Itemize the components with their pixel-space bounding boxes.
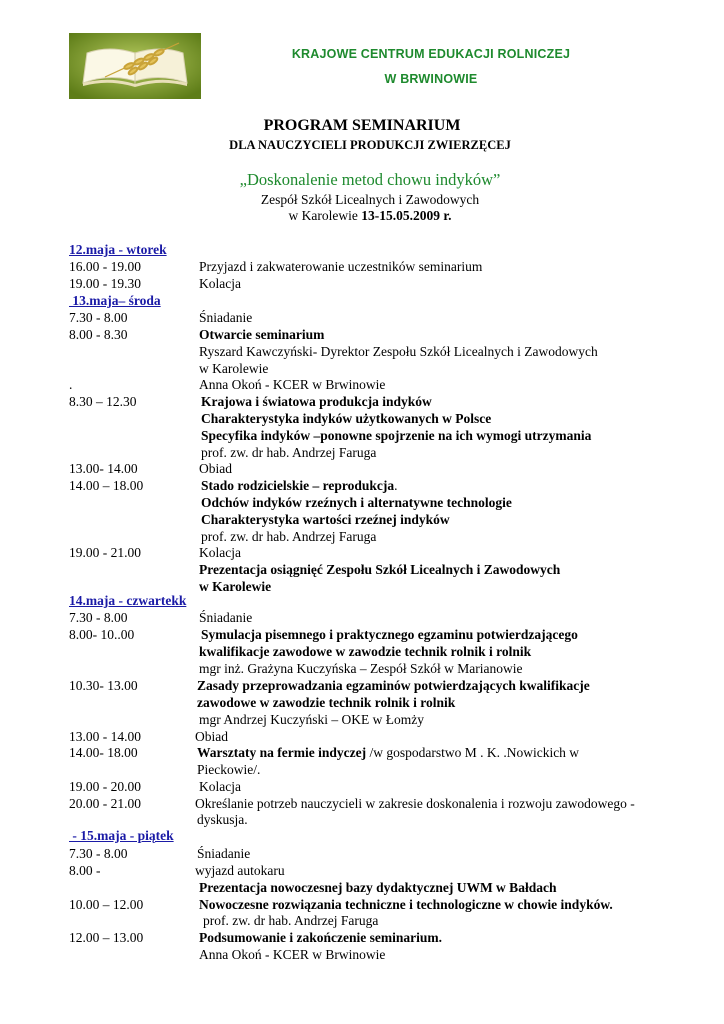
schedule-description [199, 879, 556, 896]
schedule-time: 8.00- 10..00 [69, 627, 135, 642]
schedule-row [69, 275, 709, 292]
schedule-description [201, 393, 432, 410]
dates: 13-15.05.2009 r. [361, 208, 452, 223]
schedule-time: 13.00 - 14.00 [69, 729, 141, 744]
schedule-time: 12.00 – 13.00 [69, 930, 144, 945]
schedule-description-text: Charakterystyka indyków użytkowanych w Polsce [201, 411, 492, 426]
schedule-description [199, 258, 482, 275]
schedule-row [69, 609, 709, 626]
schedule-description-suffix: /w gospodarstwo M . K. .Nowickich w [366, 745, 580, 760]
schedule-description-text: prof. zw. dr hab. Andrzej Faruga [201, 445, 377, 460]
schedule-time: 14.00- 18.00 [69, 745, 138, 760]
schedule-description-text: Śniadanie [199, 310, 253, 325]
schedule-description-text: Charakterystyka wartości rzeźnej indyków [201, 512, 450, 527]
book-wheat-logo-icon [69, 33, 201, 99]
schedule-row [69, 660, 709, 677]
schedule-description [199, 343, 598, 360]
schedule-row [69, 393, 709, 410]
schedule-description-text: dyskusja. [197, 812, 248, 827]
schedule-description [201, 494, 512, 511]
schedule-description-text: Stado rodzicielskie – reprodukcja [201, 478, 395, 493]
schedule-row [69, 728, 709, 745]
schedule-description [199, 660, 523, 677]
schedule-description [203, 912, 378, 929]
schedule-description [199, 544, 241, 561]
schedule-time: 7.30 - 8.00 [69, 310, 128, 325]
schedule-description [199, 643, 531, 660]
schedule-row [69, 711, 709, 728]
schedule-description-text: kwalifikacje zawodowe w zawodzie technik rolnik i rolnik [199, 644, 532, 659]
schedule-description-text: w Karolewie [199, 361, 269, 376]
schedule-row [69, 460, 709, 477]
schedule-row [69, 677, 709, 694]
schedule-row [69, 528, 709, 545]
schedule-description-text: Symulacja pisemnego i praktycznego egzaminu potwierdzającego [201, 627, 578, 642]
schedule-row [69, 427, 709, 444]
schedule-description [195, 862, 285, 879]
schedule-row [69, 896, 709, 913]
schedule-description-text: Ryszard Kawczyński- Dyrektor Zespołu Szkół Licealnych i Zawodowych [199, 344, 598, 359]
schedule-description-text: wyjazd autokaru [195, 863, 285, 878]
schedule-description-text: Przyjazd i zakwaterowanie uczestników seminarium [199, 259, 483, 274]
schedule-time: 8.00 - 8.30 [69, 327, 128, 342]
schedule-row [69, 761, 709, 778]
schedule-row [69, 561, 709, 578]
day-heading-13: 13.maja– środa [69, 293, 161, 308]
schedule-description [199, 309, 252, 326]
schedule-description [199, 376, 385, 393]
schedule-row [69, 626, 709, 643]
schedule-description [201, 477, 398, 494]
schedule-description-text: Prezentacja nowoczesnej bazy dydaktycznej UWM w Bałdach [199, 880, 557, 895]
schedule-description [197, 677, 590, 694]
schedule-row [69, 879, 709, 896]
schedule-row [69, 360, 709, 377]
schedule-row [69, 946, 709, 963]
schedule-description-text: Warsztaty na fermie indyczej [197, 745, 367, 760]
schedule-time: 10.00 – 12.00 [69, 897, 144, 912]
schedule-description [201, 410, 491, 427]
schedule-row [69, 258, 709, 275]
schedule-description-text: Kolacja [199, 276, 241, 291]
schedule-description [197, 761, 260, 778]
schedule-description [199, 561, 560, 578]
org-name-line1: KRAJOWE CENTRUM EDUKACJI ROLNICZEJ [291, 47, 571, 61]
schedule-description-text: mgr inż. Grażyna Kuczyńska – Zespół Szkół w Marianowie [199, 661, 523, 676]
schedule-description-text: Śniadanie [199, 610, 253, 625]
schedule-time: 14.00 – 18.00 [69, 478, 144, 493]
schedule-description [199, 360, 268, 377]
schedule-row [69, 578, 709, 595]
schedule-description [201, 528, 376, 545]
schedule-description [199, 609, 252, 626]
schedule-description-text: Otwarcie seminarium [199, 327, 325, 342]
schedule-description-text: zawodowe w zawodzie technik rolnik i rolnik [197, 695, 456, 710]
schedule-description-text: mgr Andrzej Kuczyński – OKE w Łomży [199, 712, 424, 727]
schedule-description-text: Specyfika indyków –ponowne spojrzenie na ich wymogi utrzymania [201, 428, 592, 443]
schedule-description [197, 811, 248, 828]
schedule-row [69, 795, 709, 812]
schedule-description [201, 626, 578, 643]
schedule-description-text: Pieckowie/. [197, 762, 261, 777]
schedule-time: 20.00 - 21.00 [69, 796, 141, 811]
schedule-description [199, 896, 613, 913]
schedule-description [201, 444, 376, 461]
schedule-description-text: Obiad [199, 461, 232, 476]
schedule-description-text: Zasady przeprowadzania egzaminów potwierdzających kwalifikacje [197, 678, 590, 693]
schedule-description [201, 511, 450, 528]
day-heading-14: 14.maja - czwartekk [69, 593, 187, 608]
schedule-row [69, 477, 709, 494]
schedule-time: 16.00 - 19.00 [69, 259, 141, 274]
schedule-description-text: Odchów indyków rzeźnych i alternatywne technologie [201, 495, 512, 510]
schedule-row [69, 778, 709, 795]
schedule-row [69, 912, 709, 929]
schedule-time: 10.30- 13.00 [69, 678, 138, 693]
schedule-description-text: Anna Okoń - KCER w Brwinowie [199, 377, 386, 392]
schedule-row [69, 444, 709, 461]
schedule-description [199, 460, 232, 477]
schedule-description-text: prof. zw. dr hab. Andrzej Faruga [201, 529, 377, 544]
schedule-description-text: Śniadanie [197, 846, 251, 861]
schedule-row [69, 744, 709, 761]
schedule-description-text: Prezentacja osiągnięć Zespołu Szkół Licealnych i Zawodowych [199, 562, 561, 577]
schedule-description [199, 711, 424, 728]
schedule-row [69, 929, 709, 946]
schedule-description-text: Określanie potrzeb nauczycieli w zakresie doskonalenia i rozwoju zawodowego - [195, 796, 635, 811]
schedule-description [199, 929, 442, 946]
schedule-description-suffix: . [394, 478, 398, 493]
place: w Karolewie [288, 208, 362, 223]
schedule-time: 19.00 - 19.30 [69, 276, 141, 291]
schedule-row [69, 862, 709, 879]
schedule-description-text: w Karolewie [199, 579, 272, 594]
schedule-description [199, 946, 385, 963]
schedule-description-text: Kolacja [199, 779, 241, 794]
schedule-time: 7.30 - 8.00 [69, 610, 128, 625]
schedule-time: 8.00 - [69, 863, 101, 878]
schedule-description-text: Anna Okoń - KCER w Brwinowie [199, 947, 386, 962]
schedule-row [69, 845, 709, 862]
page-subtitle: DLA NAUCZYCIELI PRODUKCJI ZWIERZĘCEJ [229, 138, 511, 152]
schedule-row [69, 511, 709, 528]
schedule-row [69, 643, 709, 660]
schedule-description-text: Krajowa i światowa produkcja indyków [201, 394, 432, 409]
schedule-row [69, 309, 709, 326]
schedule-description [197, 744, 579, 761]
schedule-time: 7.30 - 8.00 [69, 846, 128, 861]
schedule-description-text: Obiad [195, 729, 228, 744]
schedule-description-text: Nowoczesne rozwiązania techniczne i technologiczne w chowie indyków. [199, 897, 613, 912]
schedule-row [69, 410, 709, 427]
schedule-description [199, 275, 241, 292]
schedule-row [69, 494, 709, 511]
schedule-description-text: Kolacja [199, 545, 241, 560]
schedule-description [199, 778, 241, 795]
schedule-row [69, 326, 709, 343]
schedule-row [69, 811, 709, 828]
schedule-time: 13.00- 14.00 [69, 461, 138, 476]
place-and-dates [8, 208, 724, 224]
schedule-time: 8.30 – 12.30 [69, 394, 137, 409]
schedule-description [195, 795, 635, 812]
schedule-description [199, 578, 271, 595]
schedule-description [197, 845, 250, 862]
schedule-description-text: Podsumowanie i zakończenie seminarium. [199, 930, 442, 945]
schedule-description [201, 427, 591, 444]
schedule-row [69, 544, 709, 561]
page-title: PROGRAM SEMINARIUM [263, 117, 461, 134]
day-heading-15: - 15.maja - piątek [69, 828, 174, 843]
kcer-logo [69, 33, 201, 99]
schedule-row [69, 376, 709, 393]
schedule-description [197, 694, 455, 711]
schedule-description [195, 728, 228, 745]
schedule-row [69, 694, 709, 711]
day-heading-12: 12.maja - wtorek [69, 242, 167, 257]
schedule-time: . [69, 377, 73, 392]
venue: Zespół Szkół Licealnych i Zawodowych [260, 192, 480, 207]
schedule-row [69, 343, 709, 360]
schedule-description [199, 326, 324, 343]
schedule-description-text: prof. zw. dr hab. Andrzej Faruga [203, 913, 379, 928]
schedule-time: 19.00 - 21.00 [69, 545, 141, 560]
schedule-time: 19.00 - 20.00 [69, 779, 141, 794]
seminar-topic: „Doskonalenie metod chowu indyków” [239, 170, 501, 189]
org-name-line2: W BRWINOWIE [384, 72, 478, 86]
